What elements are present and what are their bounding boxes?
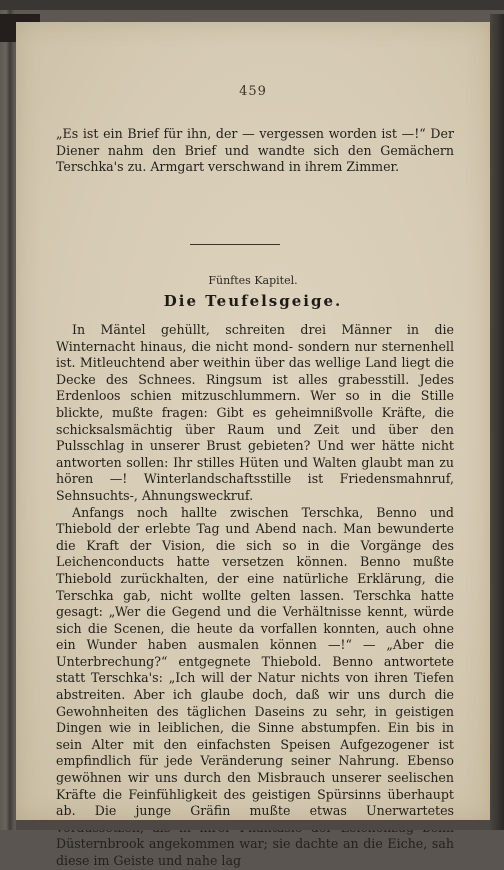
chapter-label: Fünftes Kapitel.: [208, 274, 298, 287]
chapter-paragraph-1: In Mäntel gehüllt, schreiten drei Männer in die Winternacht hinaus, die nicht mond- sondern nur sternenhell ist. Mitleuchtend aber weithin über das wellige Land liegt die Decke des Schnees. Ringsum ist alles grabesstill. Jedes Erdenloos schien mitzuschlummern. Wer so in die Stille blickte, mußte fragen: Gibt es geheimnißvolle Kräfte, die schicksalsmächtig über Raum und Zeit und über den Pulsschlag in unserer Brust gebieten? Und wer hätte nicht antworten sollen: Ihr stilles Hüten und Walten glaubt man zu hören —! Winterlandschaftsstille ist Friedensmahnruf, Sehnsuchts-, Ahnungsweckruf.: [56, 322, 454, 503]
scan-bottom-edge: [16, 820, 490, 830]
scan-top-edge: [0, 0, 504, 10]
opening-paragraph: „Es ist ein Brief für ihn, der — vergessen worden ist —!“ Der Diener nahm den Brief und wandte sich den Gemächern Terschka's zu. Armgart verschwand in ihrem Zimmer.: [56, 126, 454, 175]
chapter-title: Die Teufelsgeige.: [163, 292, 343, 310]
section-divider-rule: [190, 244, 280, 245]
opening-paragraph-block: [56, 126, 454, 176]
chapter-body: [56, 322, 454, 870]
book-right-edge: [490, 14, 504, 830]
page-sheet: [16, 22, 490, 868]
chapter-paragraph-2: Anfangs noch hallte zwischen Terschka, Benno und Thiebold der erlebte Tag und Abend nach. Man bewunderte die Kraft der Vision, die sich so in die Vorgänge des Leichenconducts hatte versetzen können. Benno mußte Thiebold zurückhalten, der eine natürliche Erklärung, die Terschka gab, nicht wollte gelten lassen. Terschka hatte gesagt: „Wer die Gegend und die Verhältnisse kennt, würde sich die Scenen, die heute da vorfallen konnten, auch ohne ein Wunder haben ausmalen können —!“ — „Aber die Unterbrechung?“ entgegnete Thiebold. Benno antwortete statt Terschka's: „Ich will der Natur nichts von ihren Tiefen abstreiten. Aber ich glaube doch, daß wir uns durch die Gewohnheiten des täglichen Daseins zu sehr, in geistigen Dingen wie in leiblichen, die Sinne abstumpfen. Ein bis in sein Alter mit den einfachsten Speisen Aufgezogener ist empfindlich für jede Veränderung seiner Nahrung. Ebenso gewöhnen wir uns durch den Misbrauch unserer seelischen Kräfte die Feinfühligkeit des geistigen Spürsinns überhaupt ab. Die junge Gräfin mußte etwas Unerwartetes Düsternbrook angekommen war; sie dachte an die Eiche, sah diese im Geiste und nahe lag: [56, 504, 454, 868]
page-number: 459: [239, 84, 267, 99]
